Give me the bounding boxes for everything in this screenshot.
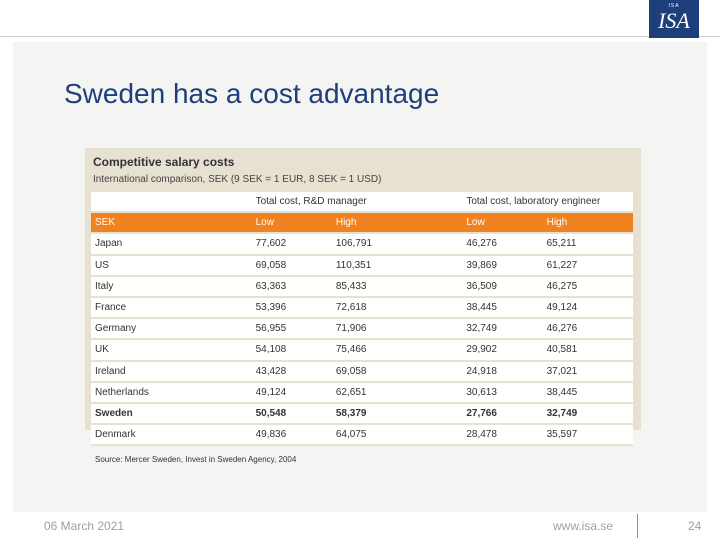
- table-row-highlight: [91, 403, 633, 424]
- table-cell: 43,428: [252, 361, 332, 382]
- table-cell: Netherlands: [91, 382, 252, 403]
- table-row: [91, 276, 633, 297]
- table-row: [91, 361, 633, 382]
- column-header: High: [543, 212, 633, 233]
- table-cell: 50,548: [252, 403, 332, 424]
- table-cell: US: [91, 255, 252, 276]
- logo-mark: ISA: [658, 8, 690, 33]
- table-cell: 77,602: [252, 233, 332, 254]
- table-cell: 30,613: [462, 382, 542, 403]
- table-row: [91, 424, 633, 445]
- column-header: Low: [462, 212, 542, 233]
- table-cell: 69,058: [252, 255, 332, 276]
- table-cell: Japan: [91, 233, 252, 254]
- source-note: Source: Mercer Sweden, Invest in Sweden Agency, 2004: [95, 455, 297, 464]
- table-header-row: [91, 212, 633, 233]
- table-cell: 32,749: [543, 403, 633, 424]
- table-cell: UK: [91, 339, 252, 360]
- table-row: [91, 339, 633, 360]
- figure-subtitle: International comparison, SEK (9 SEK = 1 EUR, 8 SEK = 1 USD): [93, 174, 382, 185]
- figure-title: Competitive salary costs: [93, 155, 235, 169]
- table-cell: 38,445: [543, 382, 633, 403]
- table-cell: 24,918: [462, 361, 542, 382]
- table-cell: 49,124: [543, 297, 633, 318]
- table-cell: 46,276: [543, 318, 633, 339]
- table-row: [91, 297, 633, 318]
- table-cell: 49,836: [252, 424, 332, 445]
- table-cell: 61,227: [543, 255, 633, 276]
- table-cell: Sweden: [91, 403, 252, 424]
- group-header-lab-engineer: Total cost, laboratory engineer: [462, 192, 633, 212]
- table-row: [91, 318, 633, 339]
- table-cell: 46,276: [462, 233, 542, 254]
- table-cell: 58,379: [332, 403, 462, 424]
- footer-date: 06 March 2021: [44, 519, 125, 533]
- salary-table: [91, 192, 633, 446]
- page-number: 24: [688, 519, 702, 533]
- table-cell: 106,791: [332, 233, 462, 254]
- table-cell: 32,749: [462, 318, 542, 339]
- table-cell: Italy: [91, 276, 252, 297]
- table-cell: 71,906: [332, 318, 462, 339]
- table-cell: 54,108: [252, 339, 332, 360]
- table-cell: 53,396: [252, 297, 332, 318]
- header-divider: [0, 36, 720, 37]
- table-cell: 62,651: [332, 382, 462, 403]
- table-cell: 49,124: [252, 382, 332, 403]
- footer-url: www.isa.se: [553, 519, 614, 533]
- table-cell: 40,581: [543, 339, 633, 360]
- table-row: [91, 233, 633, 254]
- table-cell: 29,902: [462, 339, 542, 360]
- table-cell: 28,478: [462, 424, 542, 445]
- table-cell: Denmark: [91, 424, 252, 445]
- table-cell: 72,618: [332, 297, 462, 318]
- table-cell: France: [91, 297, 252, 318]
- salary-figure: [85, 148, 641, 441]
- table-cell: 63,363: [252, 276, 332, 297]
- table-cell: 110,351: [332, 255, 462, 276]
- footer-divider: [637, 514, 638, 538]
- table-group-header-row: [91, 192, 633, 212]
- table-cell: 37,021: [543, 361, 633, 382]
- table-cell: 56,955: [252, 318, 332, 339]
- logo-small-text: ISA: [668, 3, 680, 9]
- table-cell: 46,275: [543, 276, 633, 297]
- page-title: Sweden has a cost advantage: [64, 78, 440, 109]
- isa-logo: [649, 0, 699, 38]
- table-cell: Germany: [91, 318, 252, 339]
- table-cell: 64,075: [332, 424, 462, 445]
- table-cell: 38,445: [462, 297, 542, 318]
- table-cell: 35,597: [543, 424, 633, 445]
- table-cell: 39,869: [462, 255, 542, 276]
- table-cell: 75,466: [332, 339, 462, 360]
- group-header-rd-manager: Total cost, R&D manager: [252, 192, 463, 212]
- table-row: [91, 382, 633, 403]
- table-cell: 36,509: [462, 276, 542, 297]
- column-header: High: [332, 212, 462, 233]
- table-cell: 27,766: [462, 403, 542, 424]
- group-header-cell: [91, 192, 252, 212]
- table-cell: Ireland: [91, 361, 252, 382]
- table-row: [91, 255, 633, 276]
- table-cell: 85,433: [332, 276, 462, 297]
- table-cell: 69,058: [332, 361, 462, 382]
- table-cell: 65,211: [543, 233, 633, 254]
- column-header: Low: [252, 212, 332, 233]
- column-header: SEK: [91, 212, 252, 233]
